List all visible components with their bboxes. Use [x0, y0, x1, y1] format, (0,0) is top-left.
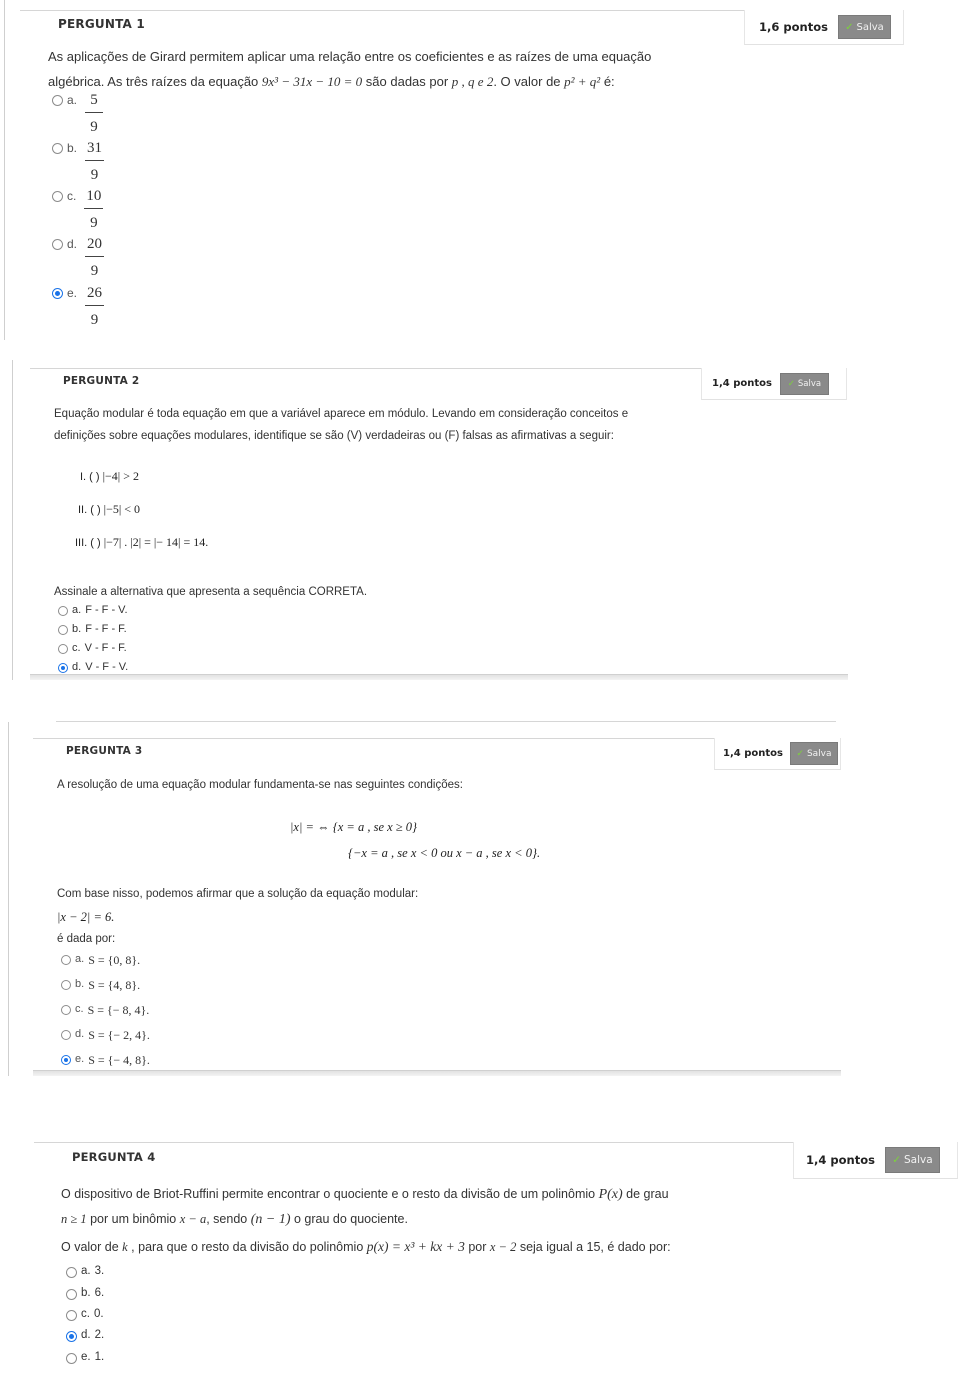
option-a[interactable]: a. F - F - V. [58, 604, 128, 616]
radio-button-selected[interactable] [66, 1331, 77, 1342]
radio-button[interactable] [52, 95, 63, 106]
question-prompt-3: é dada por: [57, 933, 116, 945]
radio-button[interactable] [58, 625, 68, 635]
option-d[interactable]: d. V - F - V. [58, 661, 128, 673]
option-a[interactable]: a. $\frac{5}{9}$ [52, 93, 103, 135]
question-prompt: A resolução de uma equação modular fundamenta-se nas seguintes condições: [57, 779, 463, 791]
option-b[interactable]: b. $\frac{31}{9}$ [52, 141, 104, 183]
radio-button[interactable] [61, 955, 71, 965]
check-icon: ✓ [892, 1154, 902, 1166]
radio-button[interactable] [61, 980, 71, 990]
equation: 9x³ − 31x − 10 = 0 [261, 73, 363, 89]
radio-button[interactable] [61, 1005, 71, 1015]
option-c[interactable]: c. $\frac{10}{9}$ [52, 189, 103, 231]
option-c[interactable]: c. S = {− 8, 4}. [61, 1003, 149, 1018]
points-label: 1,4 pontos [712, 378, 772, 389]
saved-status-button[interactable] [790, 742, 838, 765]
question-prompt: O dispositivo de Briot-Ruffini permite encontrar o quociente e o resto da divisão de um polinômio P(x) de grau n ≥ 1 por um binômio x − a, sendo (n − 1) o grau do quociente. [61, 1187, 669, 1227]
radio-button-selected[interactable] [58, 663, 68, 673]
modular-equation: |x − 2| = 6. [57, 910, 115, 924]
statement-2: II. ( ) |−5| < 0 [78, 502, 141, 516]
radio-button[interactable] [58, 644, 68, 654]
question-footer [33, 1070, 841, 1076]
radio-button[interactable] [58, 606, 68, 616]
saved-status-button[interactable] [885, 1147, 940, 1173]
condition-line-1: |x| = ⇔ {x = a , se x ≥ 0} [290, 820, 418, 834]
option-b[interactable]: b. F - F - F. [58, 623, 127, 635]
radio-button-selected[interactable] [52, 288, 63, 299]
question-title: PERGUNTA 4 [72, 1150, 156, 1164]
question-prompt: Equação modular é toda equação em que a variável aparece em módulo. Levando em consideração conceitos e definições sobre equações modulares, identifique se são (V) verdadeiras ou (F) falsas as afirmativas a seguir: [54, 408, 629, 442]
points-label: 1,4 pontos [806, 1153, 875, 1167]
option-a[interactable]: a. S = {0, 8}. [61, 953, 140, 968]
statement-1: I. ( ) |−4| > 2 [80, 469, 139, 483]
instruction: Assinale a alternativa que apresenta a sequência CORRETA. [54, 586, 368, 598]
check-icon: ✓ [787, 378, 795, 389]
question-title: PERGUNTA 3 [66, 745, 143, 757]
points-box [714, 738, 841, 770]
option-b[interactable]: b. S = {4, 8}. [61, 978, 140, 993]
saved-label: Salva [904, 1154, 933, 1166]
option-c[interactable]: c. V - F - F. [58, 642, 127, 654]
fraction: $\frac{26}{9}$ [87, 285, 103, 328]
page-divider [56, 721, 836, 722]
option-b[interactable]: b. 6. [66, 1287, 104, 1300]
points-box [701, 368, 847, 400]
option-e[interactable]: e. $\frac{26}{9}$ [52, 286, 104, 328]
left-border [12, 360, 13, 680]
radio-button[interactable] [52, 143, 63, 154]
question-title: PERGUNTA 1 [58, 17, 145, 31]
points-box [744, 10, 904, 45]
saved-status-button[interactable] [780, 373, 829, 395]
option-a[interactable]: a. 3. [66, 1265, 104, 1278]
option-e[interactable]: e. 1. [66, 1351, 104, 1364]
question-prompt-2: O valor de k , para que o resto da divisão do polinômio p(x) = x³ + kx + 3 por x − 2 seja igual a 15, é dado por: [61, 1239, 671, 1254]
prompt-line: As aplicações de Girard permitem aplicar uma relação entre os coeficientes e as raízes de uma equação [48, 49, 652, 64]
left-border [8, 722, 9, 1076]
question-prompt-2: Com base nisso, podemos afirmar que a solução da equação modular: [57, 888, 419, 900]
points-label: 1,6 pontos [759, 20, 828, 34]
radio-button[interactable] [52, 239, 63, 250]
points-box [793, 1142, 958, 1179]
radio-button[interactable] [66, 1353, 77, 1364]
fraction: $\frac{20}{9}$ [87, 236, 103, 279]
question-prompt [48, 45, 651, 94]
check-icon: ✓ [845, 21, 854, 33]
check-icon: ✓ [796, 748, 804, 759]
radio-button[interactable] [61, 1030, 71, 1040]
radio-button[interactable] [52, 191, 63, 202]
radio-button[interactable] [66, 1310, 77, 1321]
option-c[interactable]: c. 0. [66, 1308, 104, 1321]
fraction: $\frac{10}{9}$ [86, 188, 102, 231]
saved-label: Salva [856, 21, 884, 33]
question-title: PERGUNTA 2 [63, 375, 140, 387]
fraction: $\frac{31}{9}$ [87, 140, 103, 183]
option-d[interactable]: d. S = {− 2, 4}. [61, 1028, 150, 1043]
fraction: $\frac{5}{9}$ [85, 93, 103, 135]
saved-label: Salva [797, 378, 822, 389]
radio-button[interactable] [66, 1267, 77, 1278]
statement-3: III. ( ) |−7| . |2| = |− 14| = 14. [75, 535, 209, 549]
roots: p , q e 2 [451, 73, 494, 89]
left-border [4, 0, 5, 340]
target-expression: p² + q² [564, 73, 601, 89]
saved-label: Salva [806, 748, 832, 759]
radio-button[interactable] [66, 1289, 77, 1300]
prompt-line: algébrica. As três raízes da equação 9x³ − 31x − 10 = 0 são dadas por p , q e 2. O valor de p² + q² é: [48, 73, 615, 89]
option-e[interactable]: e. S = {− 4, 8}. [61, 1053, 150, 1068]
radio-button-selected[interactable] [61, 1055, 71, 1065]
option-d[interactable]: d. 2. [66, 1329, 104, 1342]
option-d[interactable]: d. $\frac{20}{9}$ [52, 237, 104, 279]
saved-status-button[interactable] [838, 15, 891, 39]
condition-line-2: {−x = a , se x < 0 ou x − a , se x < 0}. [348, 846, 541, 860]
points-label: 1,4 pontos [723, 748, 783, 759]
question-footer [30, 674, 848, 680]
